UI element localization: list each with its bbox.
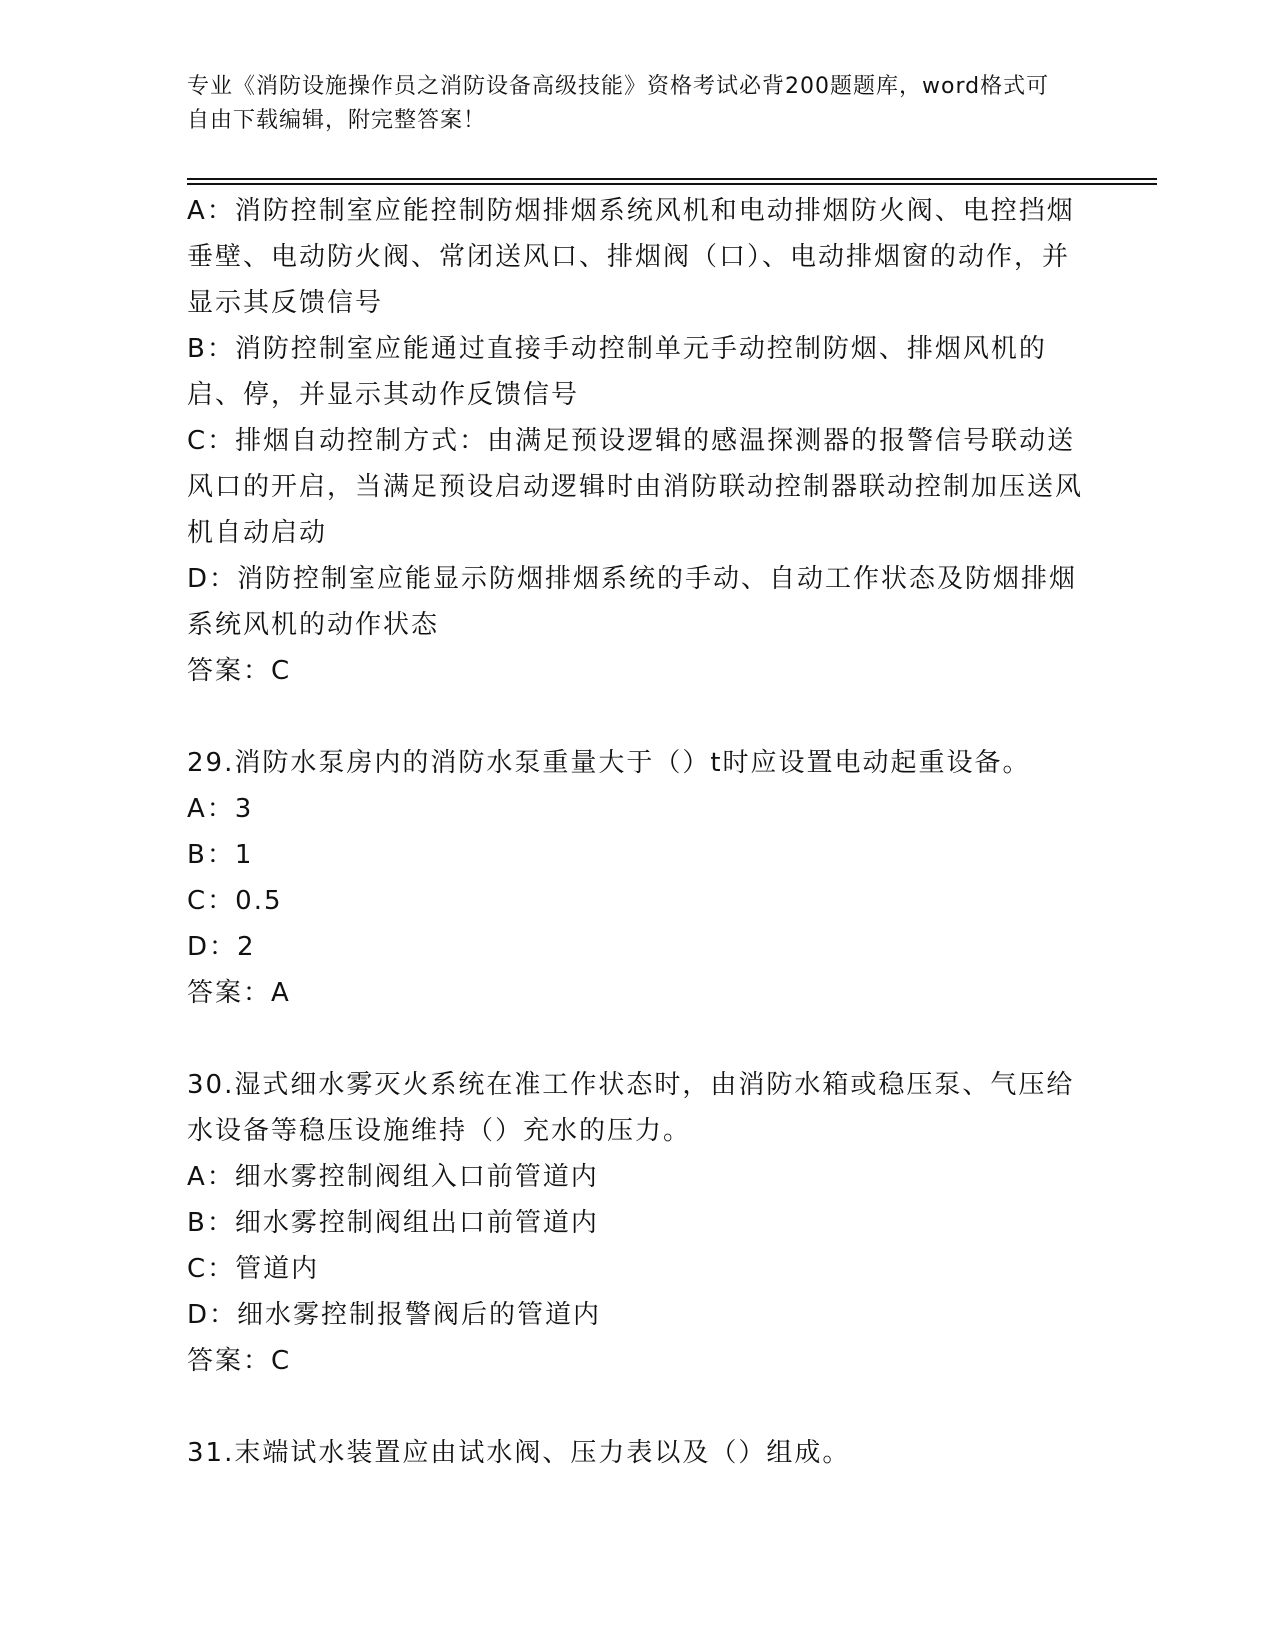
answer: 答案：A: [187, 978, 291, 1008]
question-text: 31.末端试水装置应由试水阀、压力表以及（）组成。: [187, 1438, 851, 1468]
question-29-block: [187, 740, 1087, 1016]
document-header: [187, 70, 1067, 138]
question-content: [187, 188, 1087, 1476]
option-a: A：消防控制室应能控制防烟排烟系统风机和电动排烟防火阀、电控挡烟垂壁、电动防火阀、常闭送风口、排烟阀（口）、电动排烟窗的动作，并显示其反馈信号: [187, 196, 1075, 318]
option-b: B：细水雾控制阀组出口前管道内: [187, 1208, 599, 1238]
question-text: 30.湿式细水雾灭火系统在准工作状态时，由消防水箱或稳压泵、气压给水设备等稳压设施维持（）充水的压力。: [187, 1070, 1075, 1146]
option-b: B：消防控制室应能通过直接手动控制单元手动控制防烟、排烟风机的启、停，并显示其动作反馈信号: [187, 334, 1047, 410]
option-c: C：管道内: [187, 1254, 320, 1284]
spacer: [187, 1016, 1087, 1062]
option-d: D：细水雾控制报警阀后的管道内: [187, 1300, 602, 1330]
option-d: D：2: [187, 932, 256, 962]
spacer: [187, 694, 1087, 740]
option-c: C：0.5: [187, 886, 283, 916]
spacer: [187, 1384, 1087, 1430]
option-a: A：3: [187, 794, 254, 824]
question-text: 29.消防水泵房内的消防水泵重量大于（）t时应设置电动起重设备。: [187, 748, 1031, 778]
header-divider-bottom: [187, 183, 1157, 185]
option-d: D：消防控制室应能显示防烟排烟系统的手动、自动工作状态及防烟排烟系统风机的动作状态: [187, 564, 1078, 640]
question-28-block: [187, 188, 1087, 694]
option-a: A：细水雾控制阀组入口前管道内: [187, 1162, 599, 1192]
question-30-block: [187, 1062, 1087, 1384]
option-b: B：1: [187, 840, 254, 870]
header-divider-top: [187, 178, 1157, 180]
option-c: C：排烟自动控制方式：由满足预设逻辑的感温探测器的报警信号联动送风口的开启，当满足预设启动逻辑时由消防联动控制器联动控制加压送风机自动启动: [187, 426, 1084, 548]
header-text: 专业《消防设施操作员之消防设备高级技能》资格考试必背200题题库，word格式可自由下载编辑，附完整答案！: [187, 74, 1050, 133]
question-31-block: [187, 1430, 1087, 1476]
answer: 答案：C: [187, 656, 292, 686]
answer: 答案：C: [187, 1346, 292, 1376]
